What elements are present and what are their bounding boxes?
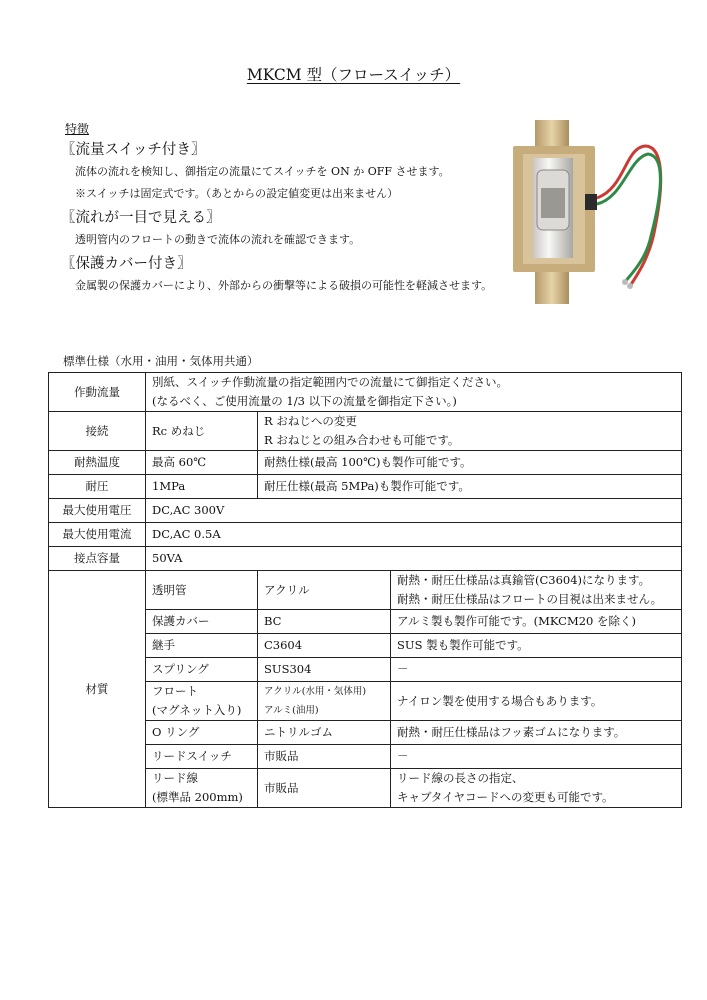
name-line: フロート [152,684,198,698]
table-row [49,499,682,523]
row-label: 接点容量 [49,547,146,571]
material-note: － [391,658,682,682]
material-note: SUS 製も製作可能です。 [391,634,682,658]
table-row [49,475,682,499]
note-line: 耐熱・耐圧仕様品はフロートの目視は出来ません。 [397,592,663,606]
table-row [49,412,682,451]
product-photo [505,118,670,308]
connection-value: Rc めねじ [146,412,258,451]
feature-title-visible-flow: 〖流れが一目で見える〗 [61,210,221,226]
material-value: アクリル [258,571,391,610]
pressure-value: 1MPa [146,475,258,499]
feature-text: 透明管内のフロートの動きで流体の流れを確認できます。 [75,233,361,246]
table-row [49,523,682,547]
pressure-note: 耐圧仕様(最高 5MPa)も製作可能です。 [258,475,682,499]
material-name: 継手 [146,634,258,658]
material-name: リードスイッチ [146,745,258,769]
features-section [61,120,515,297]
current-value: DC,AC 0.5A [146,523,682,547]
note-line: R おねじとの組み合わせも可能です。 [264,433,460,447]
material-value: 市販品 [258,769,391,808]
flow-value [146,373,682,412]
feature-title-cover: 〖保護カバー付き〗 [61,256,192,272]
material-name: 透明管 [146,571,258,610]
material-value [258,682,391,721]
feature-text: 流体の流れを検知し、御指定の流量にてスイッチを ON か OFF させます。 [75,165,450,178]
name-line: (マグネット入り) [152,703,242,717]
row-label-materials: 材質 [49,571,146,808]
material-name: O リング [146,721,258,745]
value-line: アルミ(油用) [264,705,319,716]
material-value: ニトリルゴム [258,721,391,745]
material-note [391,769,682,808]
table-row [49,451,682,475]
spec-caption: 標準仕様（水用・油用・気体用共通） [63,354,259,368]
flow-line: (なるべく、ご使用流量の 1/3 以下の流量を御指定下さい。) [152,394,457,408]
spec-table [48,372,682,808]
material-name [146,769,258,808]
row-label: 接続 [49,412,146,451]
material-value: BC [258,610,391,634]
row-label: 耐熱温度 [49,451,146,475]
note-line: R おねじへの変更 [264,414,357,428]
title-text: MKCM 型（フロースイッチ） [246,66,461,84]
material-name: スプリング [146,658,258,682]
name-line: リード線 [152,771,198,785]
material-value: SUS304 [258,658,391,682]
feature-text: ※スイッチは固定式です。（あとからの設定値変更は出来ません） [75,187,399,200]
row-label: 耐圧 [49,475,146,499]
material-value: C3604 [258,634,391,658]
flow-line: 別紙、スイッチ作動流量の指定範囲内での流量にて御指定ください。 [152,375,509,389]
voltage-value: DC,AC 300V [146,499,682,523]
material-note [391,571,682,610]
note-line: リード線の長さの指定、 [397,771,524,785]
material-value: 市販品 [258,745,391,769]
note-line: キャブタイヤコードへの変更も可能です。 [397,790,614,804]
material-name [146,682,258,721]
value-line: アクリル(水用・気体用) [264,686,367,697]
row-label: 作動流量 [49,373,146,412]
material-name: 保護カバー [146,610,258,634]
material-note: アルミ製も製作可能です。(MKCM20 を除く) [391,610,682,634]
feature-text: 金属製の保護カバーにより、外部からの衝撃等による破損の可能性を軽減させます。 [75,279,493,292]
note-line: 耐熱・耐圧仕様品は真鍮管(C3604)になります。 [397,573,651,587]
row-label: 最大使用電流 [49,523,146,547]
table-row [49,571,682,610]
name-line: (標準品 200mm) [152,790,243,804]
material-note: ナイロン製を使用する場合もあります。 [391,682,682,721]
material-note: 耐熱・耐圧仕様品はフッ素ゴムになります。 [391,721,682,745]
table-row [49,547,682,571]
heat-value: 最高 60℃ [146,451,258,475]
table-row [49,373,682,412]
heat-note: 耐熱仕様(最高 100℃)も製作可能です。 [258,451,682,475]
features-heading: 特徴 [65,122,90,136]
row-label: 最大使用電圧 [49,499,146,523]
material-note: － [391,745,682,769]
capacity-value: 50VA [146,547,682,571]
connection-note [258,412,682,451]
page-title [0,63,707,85]
feature-title-flow-switch: 〖流量スイッチ付き〗 [61,142,206,158]
